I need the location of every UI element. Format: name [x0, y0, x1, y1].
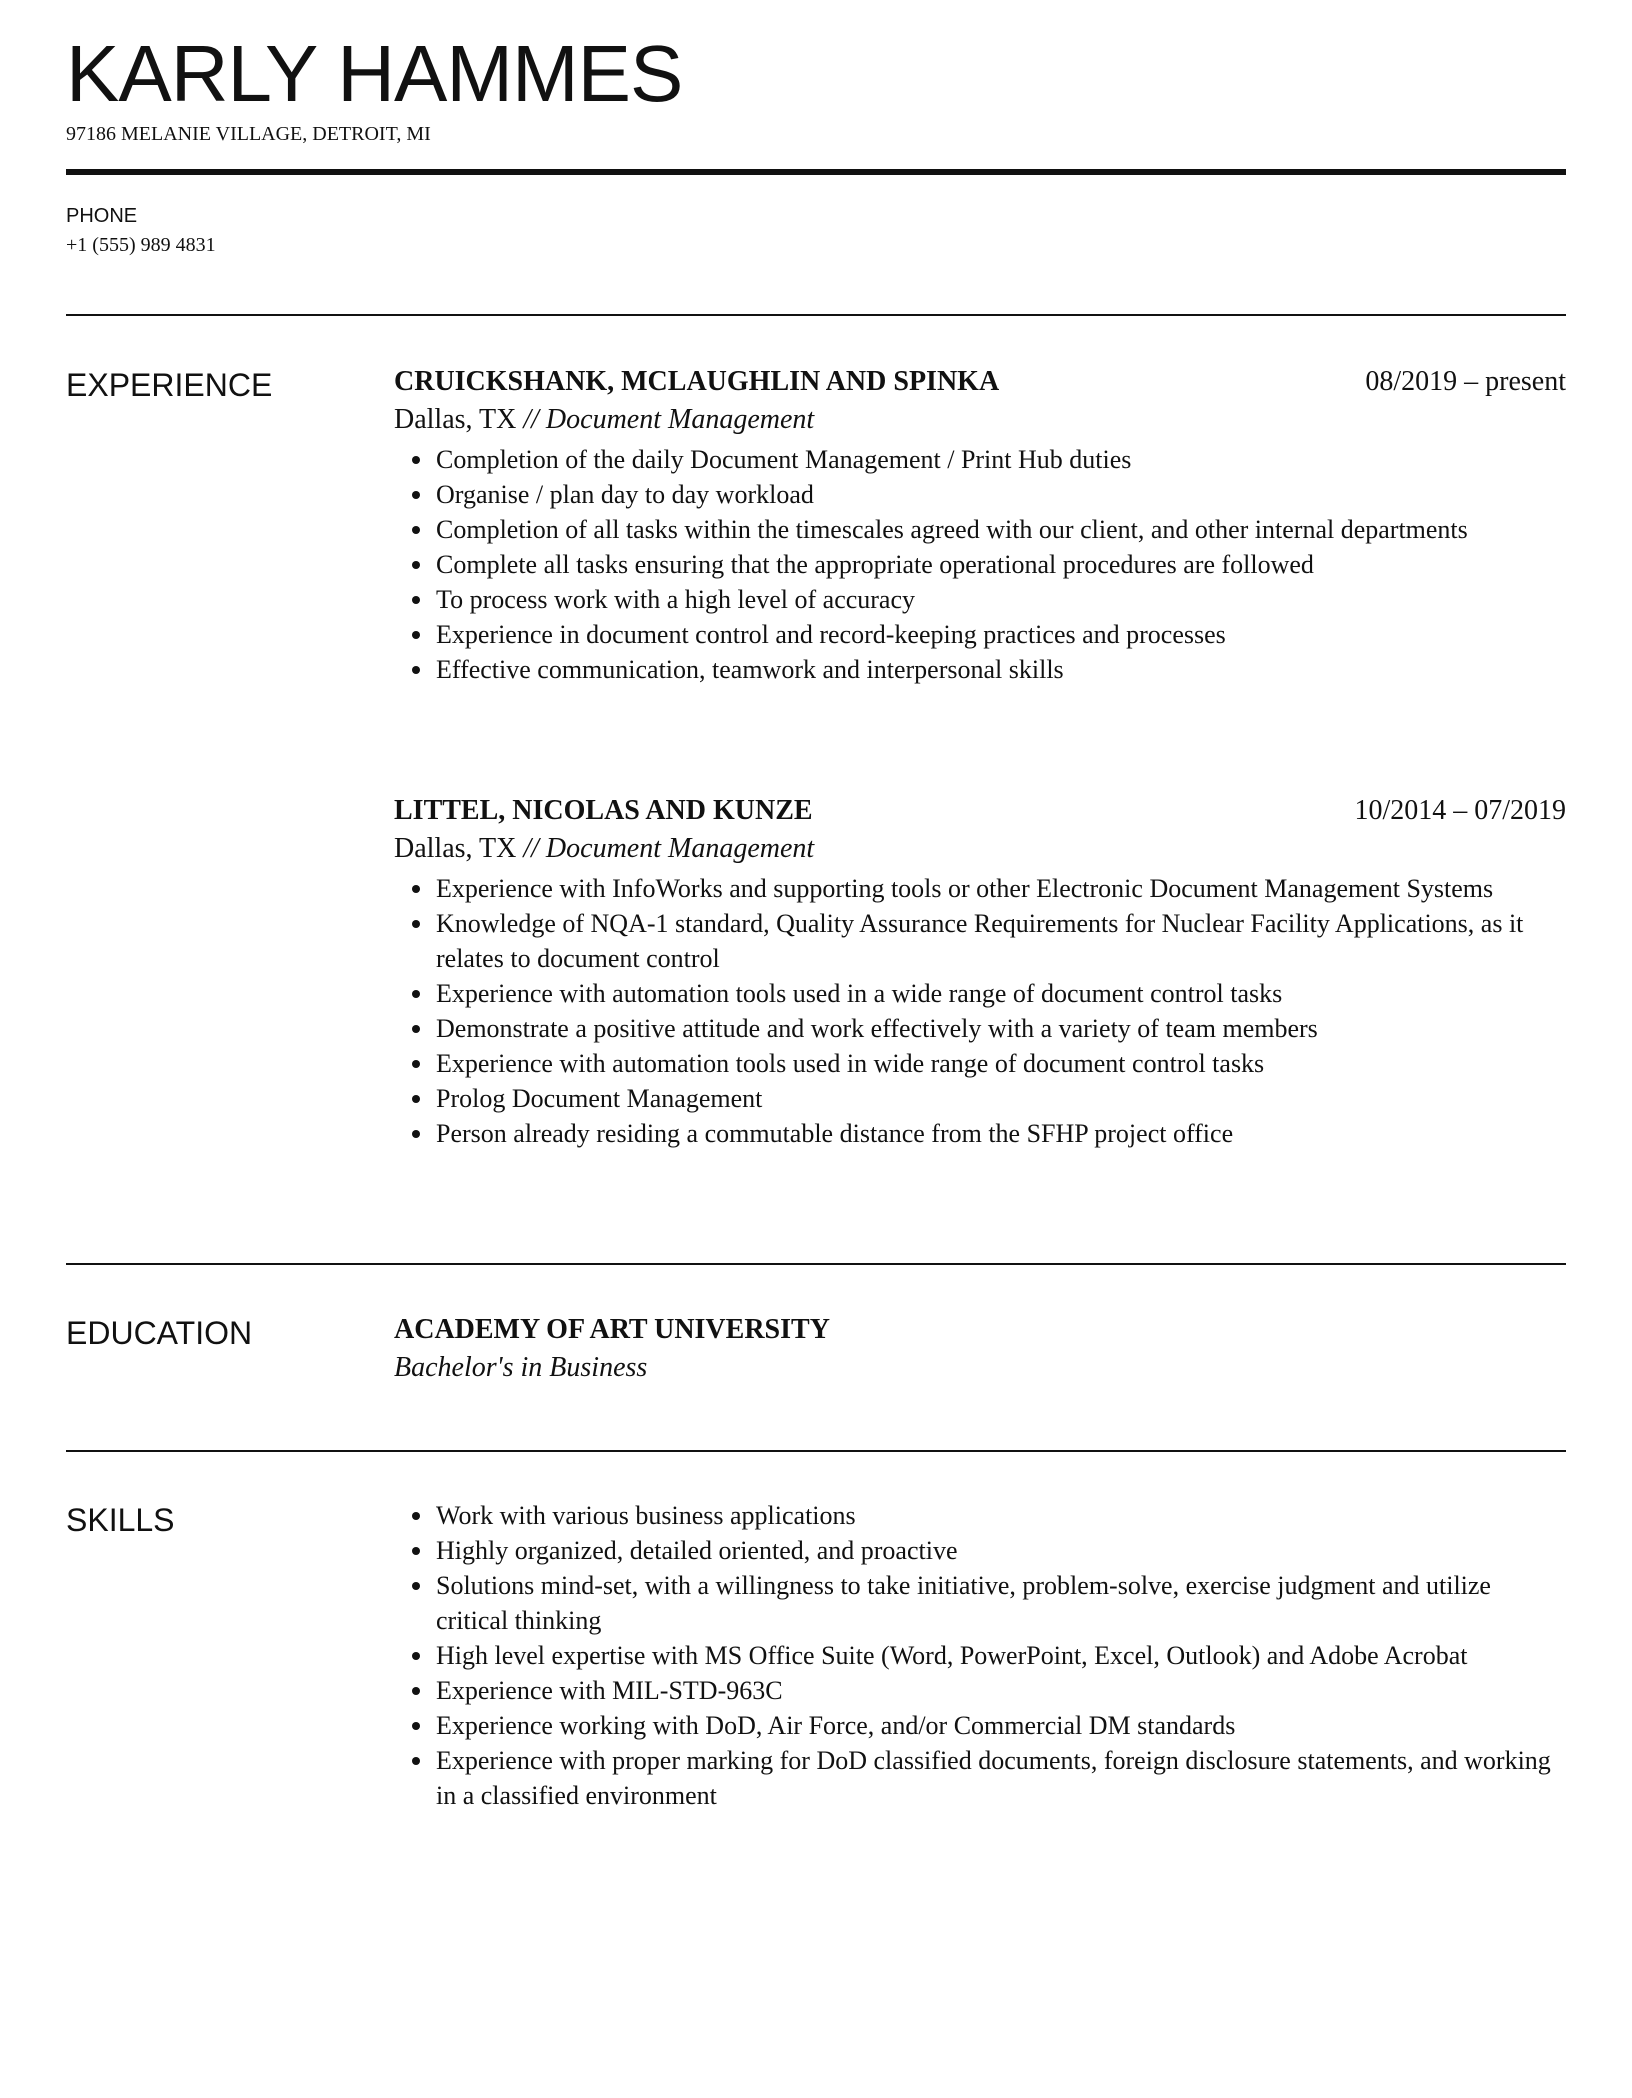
list-item: Experience with MIL-STD-963C — [436, 1673, 1566, 1708]
job-meta — [394, 400, 1566, 440]
job-entry — [394, 364, 1566, 687]
education-degree: Bachelor's in Business — [394, 1352, 648, 1383]
list-item: High level expertise with MS Office Suite (Word, PowerPoint, Excel, Outlook) and Adobe Acrobat — [436, 1638, 1566, 1673]
job-separator: // — [523, 404, 539, 435]
list-item: Effective communication, teamwork and interpersonal skills — [436, 652, 1566, 687]
list-item: Experience with InfoWorks and supporting tools or other Electronic Document Management Systems — [436, 871, 1566, 906]
job-title: Document Management — [545, 404, 815, 435]
phone-value: +1 (555) 989 4831 — [66, 234, 216, 256]
list-item: Work with various business applications — [436, 1498, 1566, 1533]
job-meta — [394, 829, 1566, 869]
list-item: Demonstrate a positive attitude and work effectively with a variety of team members — [436, 1011, 1566, 1046]
job-employer: LITTEL, NICOLAS AND KUNZE — [394, 795, 813, 826]
list-item: Experience in document control and record-keeping practices and processes — [436, 617, 1566, 652]
list-item: Person already residing a commutable distance from the SFHP project office — [436, 1116, 1566, 1151]
skills-list — [394, 1498, 1566, 1813]
experience-divider — [66, 1263, 1566, 1265]
skills-heading: SKILLS — [66, 1502, 175, 1538]
job-dates: 08/2019 – present — [1365, 366, 1566, 397]
list-item: Experience working with DoD, Air Force, and/or Commercial DM standards — [436, 1708, 1566, 1743]
job-separator: // — [523, 833, 539, 864]
job-header — [394, 793, 1566, 829]
list-item: To process work with a high level of accuracy — [436, 582, 1566, 617]
list-item: Completion of the daily Document Management / Print Hub duties — [436, 442, 1566, 477]
candidate-name: KARLY HAMMES — [66, 29, 683, 118]
skills-entry — [394, 1498, 1566, 1813]
list-item: Experience with automation tools used in a wide range of document control tasks — [436, 976, 1566, 1011]
experience-heading: EXPERIENCE — [66, 367, 273, 403]
education-divider — [66, 1450, 1566, 1452]
contact-divider — [66, 314, 1566, 316]
list-item: Solutions mind-set, with a willingness to take initiative, problem-solve, exercise judgment and utilize critical thinking — [436, 1568, 1566, 1638]
list-item: Experience with automation tools used in wide range of document control tasks — [436, 1046, 1566, 1081]
list-item: Knowledge of NQA-1 standard, Quality Assurance Requirements for Nuclear Facility Applications, as it relates to document control — [436, 906, 1566, 976]
candidate-address: 97186 MELANIE VILLAGE, DETROIT, MI — [66, 123, 431, 145]
job-dates: 10/2014 – 07/2019 — [1354, 795, 1566, 826]
job-duties-list — [394, 871, 1566, 1151]
education-heading: EDUCATION — [66, 1315, 253, 1351]
job-location: Dallas, TX — [394, 404, 517, 435]
list-item: Organise / plan day to day workload — [436, 477, 1566, 512]
job-entry — [394, 793, 1566, 1151]
job-duties-list — [394, 442, 1566, 687]
job-header — [394, 364, 1566, 400]
education-school: ACADEMY OF ART UNIVERSITY — [394, 1314, 830, 1345]
list-item: Highly organized, detailed oriented, and proactive — [436, 1533, 1566, 1568]
job-location: Dallas, TX — [394, 833, 517, 864]
job-title: Document Management — [545, 833, 815, 864]
list-item: Completion of all tasks within the timescales agreed with our client, and other internal departments — [436, 512, 1566, 547]
header-divider — [66, 169, 1566, 175]
list-item: Complete all tasks ensuring that the appropriate operational procedures are followed — [436, 547, 1566, 582]
job-employer: CRUICKSHANK, MCLAUGHLIN AND SPINKA — [394, 366, 1000, 397]
phone-label: PHONE — [66, 205, 138, 227]
education-entry — [394, 1312, 1566, 1388]
list-item: Experience with proper marking for DoD classified documents, foreign disclosure statements, and working in a classified environment — [436, 1743, 1566, 1813]
list-item: Prolog Document Management — [436, 1081, 1566, 1116]
